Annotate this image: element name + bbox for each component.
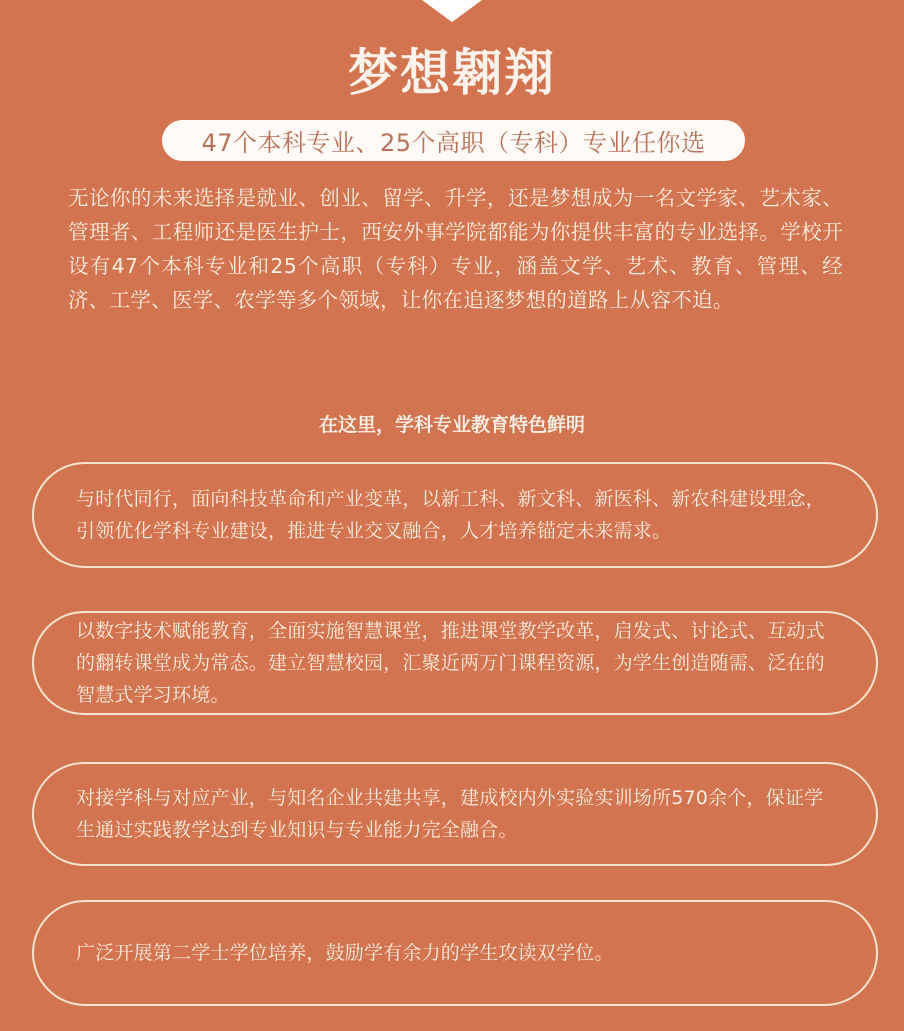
page-title: 梦想翱翔 — [348, 44, 556, 102]
subtitle-pill — [162, 120, 745, 161]
feature-card-text: 对接学科与对应产业，与知名企业共建共享，建成校内外实验实训场所570余个，保证学生通过实践教学达到专业知识与专业能力完全融合。 — [76, 787, 824, 841]
top-notch-decoration — [422, 0, 482, 22]
features-heading: 在这里，学科专业教育特色鲜明 — [318, 414, 585, 436]
feature-card-text: 以数字技术赋能教育，全面实施智慧课堂，推进课堂教学改革，启发式、讨论式、互动式的翻转课堂成为常态。建立智慧校园，汇聚近两万门课程资源，为学生创造随需、泛在的智慧式学习环境。 — [76, 620, 825, 706]
feature-card — [32, 462, 878, 568]
intro-paragraph: 无论你的未来选择是就业、创业、留学、升学，还是梦想成为一名文学家、艺术家、管理者、工程师还是医生护士，西安外事学院都能为你提供丰富的专业选择。学校开设有47个本科专业和25个高职（专科）专业，涵盖文学、艺术、教育、管理、经济、工学、医学、农学等多个领域，让你在追逐梦想的道路上从容不迫。 — [68, 186, 843, 312]
feature-card — [32, 762, 878, 866]
feature-card — [32, 900, 878, 1006]
feature-card-text: 与时代同行，面向科技革命和产业变革，以新工科、新文科、新医科、新农科建设理念，引领优化学科专业建设，推进专业交叉融合，人才培养锚定未来需求。 — [76, 488, 825, 542]
feature-card-text: 广泛开展第二学士学位培养，鼓励学有余力的学生攻读双学位。 — [76, 942, 614, 964]
subtitle-text: 47个本科专业、25个高职（专科）专业任你选 — [201, 129, 706, 157]
feature-card — [32, 611, 878, 715]
